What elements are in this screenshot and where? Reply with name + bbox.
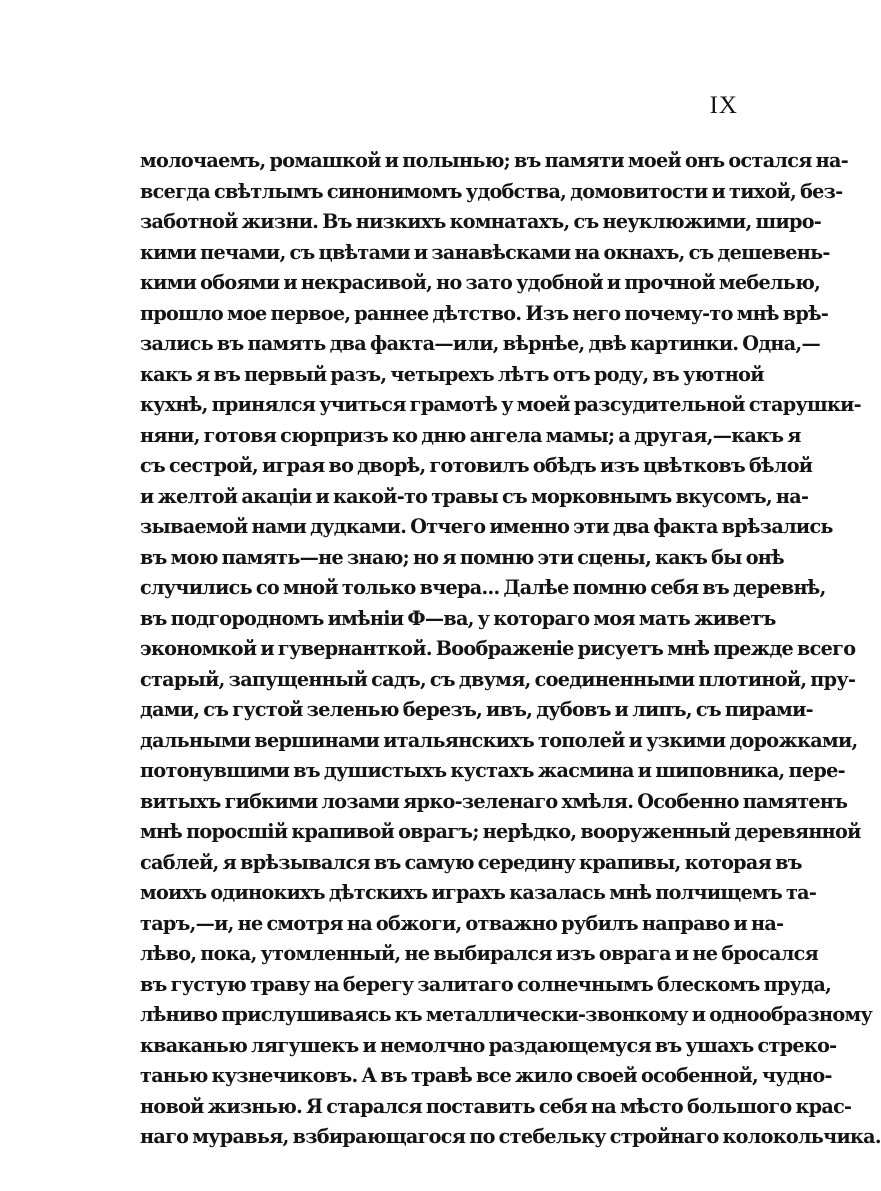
text-line: молочаемъ, ромашкой и полынью; въ памяти моей онъ остался на- (140, 149, 849, 172)
text-line: прошло мое первое, раннее дѣтство. Изъ него почему-то мнѣ врѣ- (140, 301, 829, 325)
text-line: зываемой нами дудками. Отчего именно эти два факта врѣзались (140, 515, 833, 538)
body-text (140, 146, 881, 1153)
text-line: какъ я въ первый разъ, четырехъ лѣтъ отъ роду, въ уютной (140, 362, 764, 386)
page-number: IX (709, 92, 738, 119)
text-line: старый, запущенный садъ, съ двумя, соединенными плотиной, пру- (140, 667, 856, 691)
text-line: заботной жизни. Въ низкихъ комнатахъ, съ неуклюжими, широ- (140, 210, 822, 233)
text-line: въ подгородномъ имѣніи Ф—ва, у котораго моя мать живетъ (140, 606, 776, 630)
text-line: зались въ память два факта—или, вѣрнѣе, двѣ картинки. Одна,— (140, 332, 820, 355)
text-line: кваканью лягушекъ и немолчно раздающемуся въ ушахъ стреко- (140, 1033, 837, 1057)
text-line: лѣво, пока, утомленный, не выбирался изъ оврага и не бросался (140, 942, 819, 965)
text-line: витыхъ гибкими лозами ярко-зеленаго хмѣля. Особенно памятенъ (140, 789, 848, 813)
text-line: наго муравья, взбирающагося по стебельку стройнаго колокольчика. (140, 1125, 881, 1148)
text-line: танью кузнечиковъ. А въ травѣ все жило своей особенной, чудно- (140, 1064, 832, 1087)
text-line: таръ,—и, не смотря на обжоги, отважно рубилъ направо и на- (140, 911, 784, 935)
text-line: кими печами, съ цвѣтами и занавѣсками на окнахъ, съ дешевень- (140, 240, 830, 264)
text-line: случились со мной только вчера... Далѣе помню себя въ деревнѣ, (140, 576, 826, 599)
text-line: всегда свѣтлымъ синонимомъ удобства, домовитости и тихой, без- (140, 179, 843, 203)
text-line: въ густую траву на берегу залитаго солнечнымъ блескомъ пруда, (140, 972, 832, 996)
text-line: кими обоями и некрасивой, но зато удобной и прочной мебелью, (140, 271, 821, 294)
text-line: няни, готовя сюрпризъ ко дню ангела мамы; а другая,—какъ я (140, 423, 801, 447)
text-line: и желтой акаціи и какой-то травы съ морковнымъ вкусомъ, на- (140, 484, 809, 508)
text-line: потонувшими въ душистыхъ кустахъ жасмина и шиповника, пере- (140, 759, 845, 782)
text-line: дальными вершинами итальянскихъ тополей и узкими дорожками, (140, 728, 858, 752)
text-line: саблей, я врѣзывался въ самую середину крапивы, которая въ (140, 850, 802, 874)
text-line: кухнѣ, принялся учиться грамотѣ у моей разсудительной старушки- (140, 393, 861, 416)
text-line: мнѣ поросшій крапивой оврагъ; нерѣдко, вооруженный деревянной (140, 820, 861, 843)
text-line: лѣниво прислушиваясь къ металлически-звонкому и однообразному (140, 1003, 873, 1026)
text-line: экономкой и гувернанткой. Воображеніе рисуетъ мнѣ прежде всего (140, 637, 856, 660)
text-line: съ сестрой, играя во дворѣ, готовилъ обѣдъ изъ цвѣтковъ бѣлой (140, 454, 813, 477)
text-line: дами, съ густой зеленью березъ, ивъ, дубовъ и липъ, съ пирами- (140, 698, 813, 721)
text-line: моихъ одинокихъ дѣтскихъ играхъ казалась мнѣ полчищемъ та- (140, 881, 817, 904)
text-line: новой жизнью. Я старался поставить себя на мѣсто большого крас- (140, 1094, 852, 1118)
text-line: въ мою память—не знаю; но я помню эти сцены, какъ бы онѣ (140, 545, 784, 569)
